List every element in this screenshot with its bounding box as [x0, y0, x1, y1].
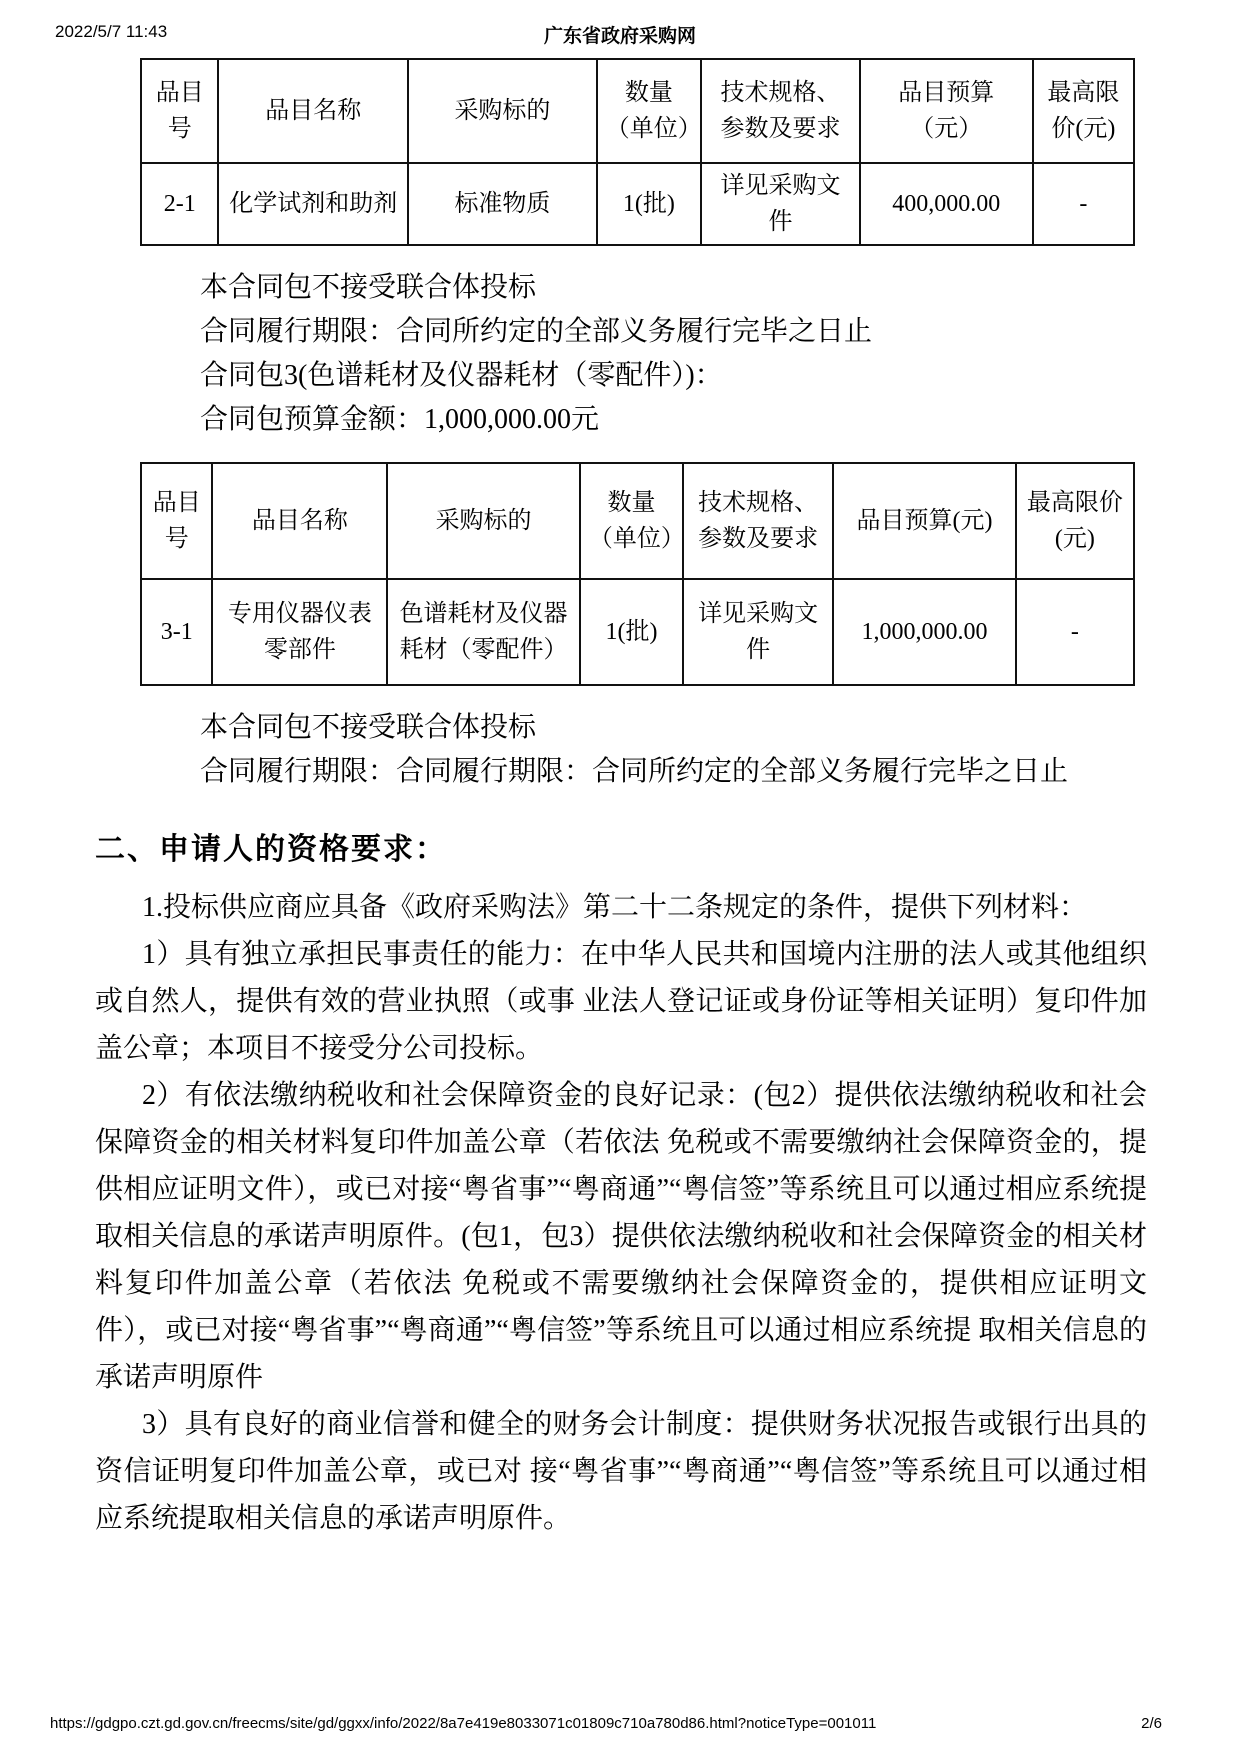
package3-notes [200, 706, 1180, 794]
cell-price-cap: - [1016, 579, 1134, 685]
note-performance-period: 合同履行期限：合同履行期限：合同所约定的全部义务履行完毕之日止 [200, 756, 1069, 787]
section-heading-qualification: 二、申请人的资格要求： [95, 833, 447, 866]
cell-quantity: 1(批) [597, 163, 701, 245]
cell-price-cap: - [1033, 163, 1134, 245]
header-cell-item-name: 品目名称 [218, 59, 408, 163]
table-row [141, 579, 1134, 685]
cell-quantity: 1(批) [580, 579, 683, 685]
header-cell-price-cap: 最高限价(元) [1033, 59, 1134, 163]
header-cell-budget: 品目预算（元） [860, 59, 1033, 163]
procurement-items-table-package3 [140, 462, 1135, 686]
note-package3-budget: 合同包预算金额：1,000,000.00元 [200, 404, 600, 435]
table-header-row [141, 59, 1134, 163]
site-title: 广东省政府采购网 [543, 26, 696, 47]
cell-subject: 色谱耗材及仪器耗材（零配件） [387, 579, 580, 685]
header-cell-subject: 采购标的 [408, 59, 597, 163]
qualification-paragraph-2: 2）有依法缴纳税收和社会保障资金的良好记录：(包2）提供依法缴纳税收和社会保障资金的相关材料复印件加盖公章（若依法 免税或不需要缴纳社会保障资金的，提供相应证明文件），或已对接“粤省事”“粤商通”“粤信签”等系统且可以通过相应系统提 取相关信息的承诺声明原件。(包1，包3）提供依法缴纳税收和社会保障资金的相关材料复印件加盖公章（若依法 免税或不需要缴纳社会保障资金的，提供相应证明文件），或已对接“粤省事”“粤商通”“粤信签”等系统且可以通过相应系统提 取相关信息的承诺声明原件 [95, 1080, 1147, 1393]
cell-item-name: 化学试剂和助剂 [218, 163, 408, 245]
qualification-paragraphs [95, 884, 1147, 1542]
print-header [0, 0, 1240, 46]
header-cell-price-cap: 最高限价(元) [1016, 463, 1134, 579]
page-number: 2/6 [1141, 1715, 1162, 1732]
header-cell-subject: 采购标的 [387, 463, 580, 579]
note-performance-period: 合同履行期限：合同所约定的全部义务履行完毕之日止 [200, 316, 873, 347]
header-cell-quantity: 数量（单位） [597, 59, 701, 163]
header-cell-quantity: 数量（单位） [580, 463, 683, 579]
table-row [141, 163, 1134, 245]
table-header-row [141, 463, 1134, 579]
qualification-paragraph-1: 1）具有独立承担民事责任的能力：在中华人民共和国境内注册的法人或其他组织或自然人，提供有效的营业执照（或事 业法人登记证或身份证等相关证明）复印件加盖公章；本项目不接受分公司投标。 [95, 939, 1147, 1064]
procurement-items-table-package2 [140, 58, 1135, 246]
header-cell-spec: 技术规格、参数及要求 [701, 59, 860, 163]
cell-subject: 标准物质 [408, 163, 597, 245]
header-cell-item-name: 品目名称 [212, 463, 387, 579]
source-url: https://gdgpo.czt.gd.gov.cn/freecms/site/gd/ggxx/info/2022/8a7e419e8033071c01809c710a780d86.html?noticeType=001011 [50, 1715, 877, 1732]
print-timestamp: 2022/5/7 11:43 [55, 22, 168, 41]
qualification-paragraph-intro: 1.投标供应商应具备《政府采购法》第二十二条规定的条件，提供下列材料： [142, 892, 1088, 923]
note-no-consortium: 本合同包不接受联合体投标 [200, 712, 537, 743]
cell-item-no: 2-1 [141, 163, 218, 245]
note-no-consortium: 本合同包不接受联合体投标 [200, 272, 537, 303]
cell-item-name: 专用仪器仪表零部件 [212, 579, 387, 685]
cell-spec: 详见采购文件 [683, 579, 833, 685]
cell-budget: 1,000,000.00 [833, 579, 1016, 685]
cell-budget: 400,000.00 [860, 163, 1033, 245]
header-cell-item-no: 品目号 [141, 59, 218, 163]
cell-spec: 详见采购文件 [701, 163, 860, 245]
package2-notes [200, 266, 1180, 442]
print-footer [50, 1715, 1162, 1732]
header-cell-spec: 技术规格、参数及要求 [683, 463, 833, 579]
header-cell-budget: 品目预算(元) [833, 463, 1016, 579]
note-package3-title: 合同包3(色谱耗材及仪器耗材（零配件）)： [200, 360, 723, 391]
cell-item-no: 3-1 [141, 579, 212, 685]
header-cell-item-no: 品目号 [141, 463, 212, 579]
qualification-paragraph-3: 3）具有良好的商业信誉和健全的财务会计制度：提供财务状况报告或银行出具的资信证明复印件加盖公章，或已对 接“粤省事”“粤商通”“粤信签”等系统且可以通过相应系统提取相关信息的承诺声明原件。 [95, 1409, 1147, 1534]
